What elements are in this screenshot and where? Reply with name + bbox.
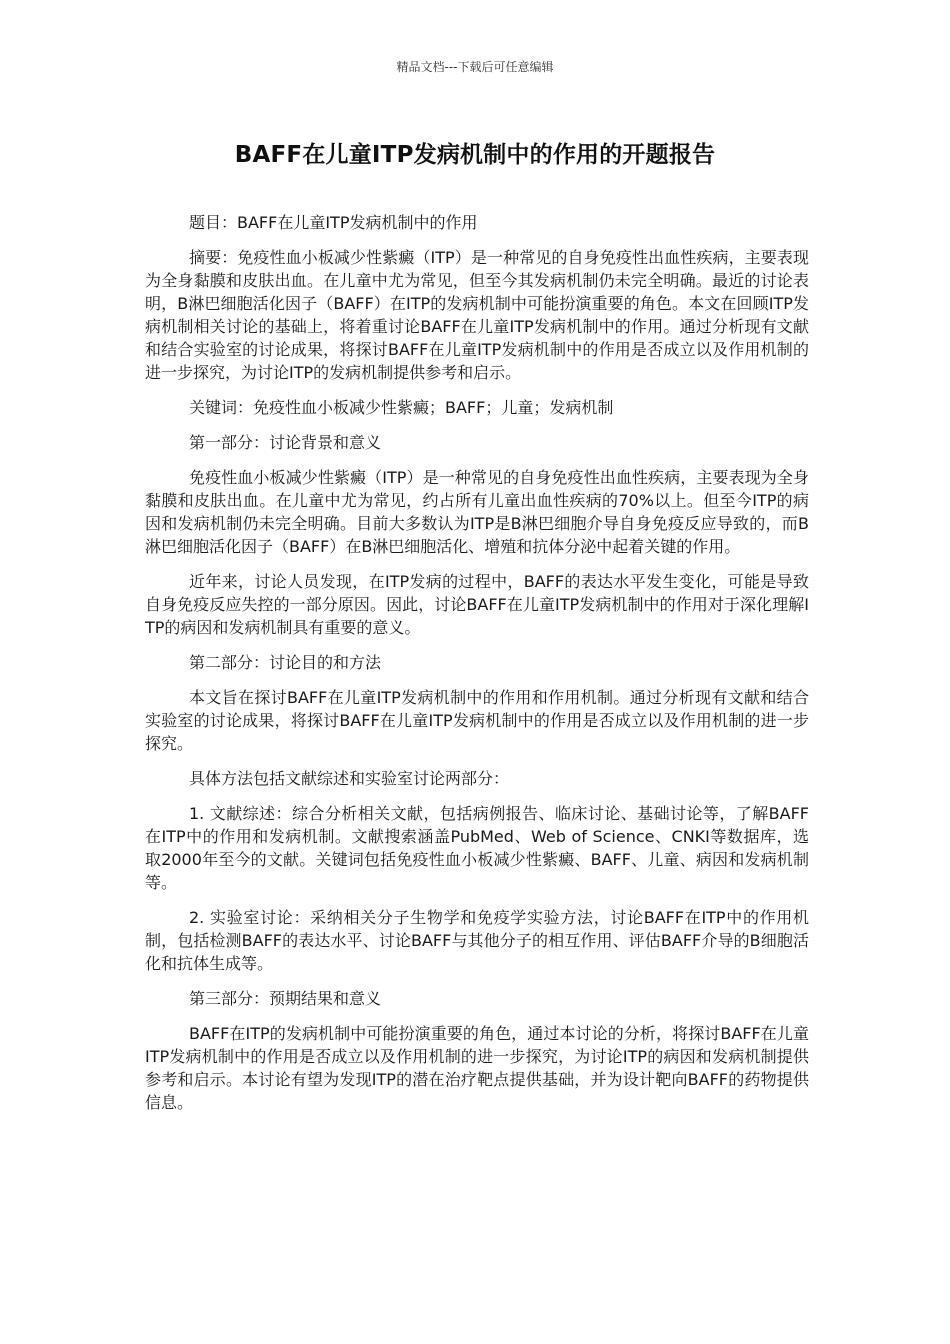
- keywords-line: 关键词：免疫性血小板减少性紫癜；BAFF；儿童；发病机制: [189, 398, 614, 417]
- section-heading-2: 第二部分：讨论目的和方法: [189, 653, 382, 672]
- body-paragraph: BAFF在ITP的发病机制中可能扮演重要的角色，通过本讨论的分析，将探讨BAFF在儿童ITP发病机制中的作用是否成立以及作用机制的进一步探究，为讨论ITP的病因和发病机制提供参考和启示。本讨论有望为发现ITP的潜在治疗靶点提供基础，并为设计靶向BAFF的药物提供信息。: [145, 1024, 809, 1112]
- document-title: BAFF在儿童ITP发病机制中的作用的开题报告: [234, 142, 716, 168]
- section-heading-3: 第三部分：预期结果和意义: [189, 989, 382, 1008]
- section-heading-1: 第一部分：讨论背景和意义: [189, 433, 382, 452]
- topic-line: 题目：BAFF在儿童ITP发病机制中的作用: [189, 213, 478, 232]
- document-body: [145, 211, 809, 1126]
- list-item: 1. 文献综述：综合分析相关文献，包括病例报告、临床讨论、基础讨论等，了解BAFF在ITP中的作用和发病机制。文献搜索涵盖PubMed、Web of Science、CNKI等数据库，选取2000年至今的文献。关键词包括免疫性血小板减少性紫癜、BAFF、儿童、病因和发病机制等。: [145, 804, 809, 892]
- body-paragraph: 近年来，讨论人员发现，在ITP发病的过程中，BAFF的表达水平发生变化，可能是导致自身免疫反应失控的一部分原因。因此，讨论BAFF在儿童ITP发病机制中的作用对于深化理解ITP的病因和发病机制具有重要的意义。: [145, 572, 809, 637]
- abstract-paragraph: 摘要：免疫性血小板减少性紫癜（ITP）是一种常见的自身免疫性出血性疾病，主要表现为全身黏膜和皮肤出血。在儿童中尤为常见，但至今其发病机制仍未完全明确。最近的讨论表明，B淋巴细胞活化因子（BAFF）在ITP的发病机制中可能扮演重要的角色。本文在回顾ITP发病机制相关讨论的基础上，将着重讨论BAFF在儿童ITP发病机制中的作用。通过分析现有文献和结合实验室的讨论成果，将探讨BAFF在儿童ITP发病机制中的作用是否成立以及作用机制的进一步探究，为讨论ITP的发病机制提供参考和启示。: [145, 248, 809, 382]
- header-note: 精品文档---下载后可任意编辑: [396, 60, 554, 74]
- body-paragraph: 本文旨在探讨BAFF在儿童ITP发病机制中的作用和作用机制。通过分析现有文献和结合实验室的讨论成果，将探讨BAFF在儿童ITP发病机制中的作用是否成立以及作用机制的进一步探究。: [145, 688, 809, 753]
- body-paragraph: 具体方法包括文献综述和实验室讨论两部分：: [189, 769, 510, 788]
- list-item: 2. 实验室讨论：采纳相关分子生物学和免疫学实验方法，讨论BAFF在ITP中的作用机制，包括检测BAFF的表达水平、讨论BAFF与其他分子的相互作用、评估BAFF介导的B细胞活化和抗体生成等。: [145, 908, 809, 973]
- body-paragraph: 免疫性血小板减少性紫癜（ITP）是一种常见的自身免疫性出血性疾病，主要表现为全身黏膜和皮肤出血。在儿童中尤为常见，约占所有儿童出血性疾病的70%以上。但至今ITP的病因和发病机制仍未完全明确。目前大多数认为ITP是B淋巴细胞介导自身免疫反应导致的，而B淋巴细胞活化因子（BAFF）在B淋巴细胞活化、增殖和抗体分泌中起着关键的作用。: [145, 468, 809, 556]
